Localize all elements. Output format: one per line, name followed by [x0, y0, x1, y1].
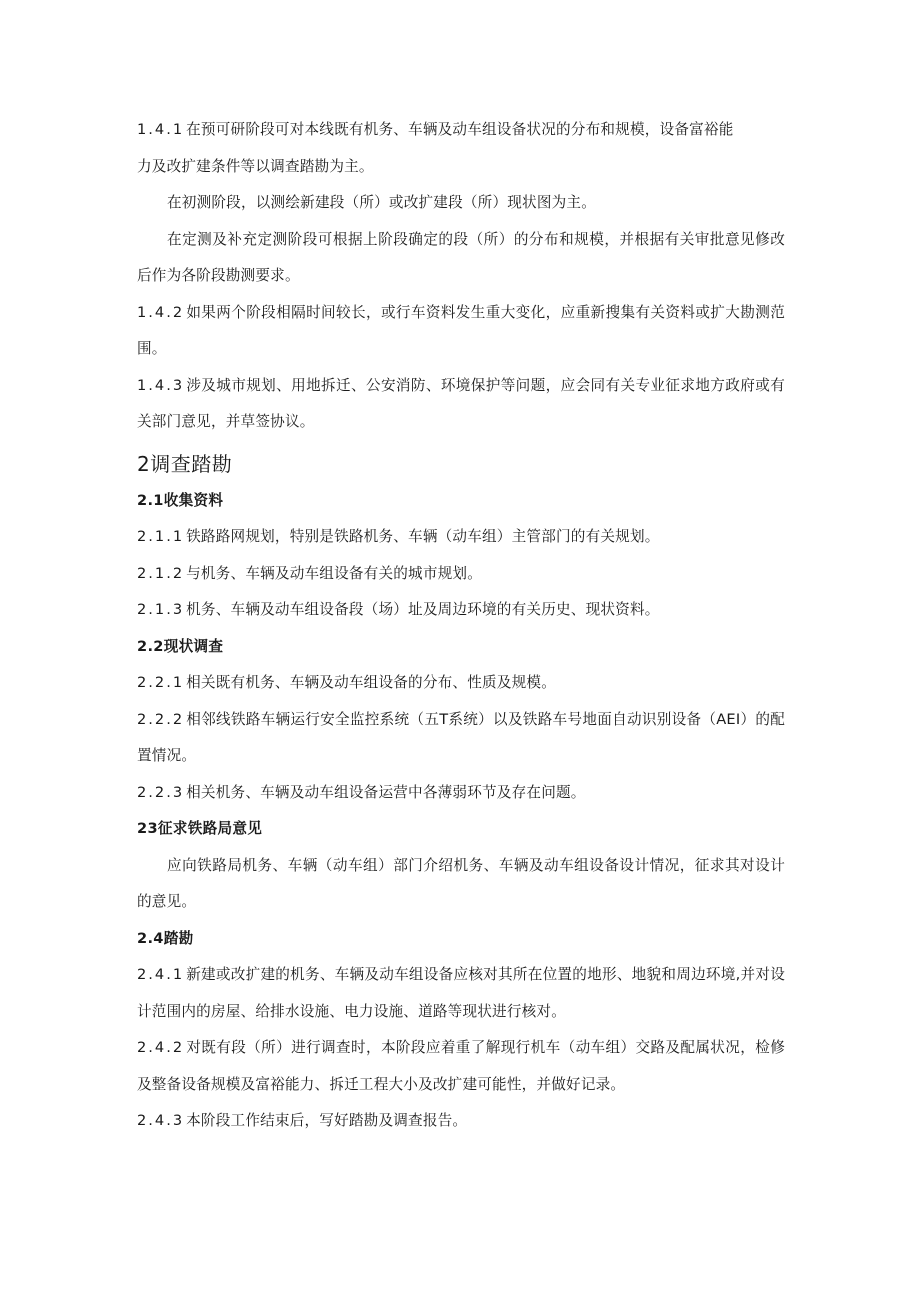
- subsection-heading-2-2: 2.2现状调查: [137, 637, 224, 655]
- clause-text: 铁路路网规划，特别是铁路机务、车辆（动车组）主管部门的有关规划。: [186, 528, 660, 545]
- paragraph-initial-survey: 在初测阶段，以测绘新建段（所）或改扩建段（所）现状图为主。: [167, 194, 597, 211]
- clause-number: 2.2.1: [137, 674, 185, 691]
- paragraph-railway-bureau-opinion: 应向铁路局机务、车辆（动车组）部门介绍机务、车辆及动车组设备设计情况，征求其对设计的意见。: [137, 856, 785, 910]
- clause-text: 相关既有机务、车辆及动车组设备的分布、性质及规模。: [186, 674, 556, 691]
- clause-number: 2.4.3: [137, 1112, 185, 1129]
- clause-text: 相关机务、车辆及动车组设备运营中各薄弱环节及存在问题。: [186, 783, 586, 801]
- clause-2-1-2: [137, 556, 785, 593]
- clause-number: 2.4.1: [137, 966, 185, 983]
- clause-2-2-3: [137, 775, 785, 812]
- clause-text: 相邻线铁路车辆运行安全监控系统（五T系统）以及铁路车号地面自动识别设备（AEI）的配置情况。: [137, 710, 785, 764]
- document-body: [137, 112, 785, 1140]
- clause-text: 与机务、车辆及动车组设备有关的城市规划。: [186, 564, 483, 582]
- clause-number: 1.4.1: [137, 121, 185, 138]
- clause-number: 2.1.1: [137, 528, 185, 545]
- clause-2-1-1: [137, 519, 785, 556]
- clause-number: 2.2.3: [137, 783, 185, 801]
- clause-2-4-3: [137, 1103, 785, 1140]
- clause-text: 对既有段（所）进行调查时，本阶段应着重了解现行机车（动车组）交路及配属状况，检修及整备设备规模及富裕能力、拆迁工程大小及改扩建可能性，并做好记录。: [137, 1039, 785, 1093]
- subsection-heading-2-3: 23征求铁路局意见: [137, 820, 263, 837]
- clause-number: 2.2.2: [137, 710, 185, 728]
- clause-text: 涉及城市规划、用地拆迁、公安消防、环境保护等问题，应会同有关专业征求地方政府或有关部门意见，并草签协议。: [137, 376, 785, 430]
- clause-2-2-2: [137, 702, 785, 775]
- clause-text: 机务、车辆及动车组设备段（场）址及周边环境的有关历史、现状资料。: [186, 601, 660, 618]
- clause-1-4-3: [137, 368, 785, 441]
- clause-number: 1.4.2: [137, 303, 185, 321]
- subsection-heading-2-4: 2.4踏勘: [137, 929, 194, 947]
- clause-text-continued: 力及改扩建条件等以调查踏勘为主。: [137, 157, 374, 175]
- clause-2-2-1: [137, 665, 785, 702]
- clause-number: 2.1.3: [137, 601, 185, 618]
- clause-text: 如果两个阶段相隔时间较长，或行车资料发生重大变化，应重新搜集有关资料或扩大勘测范围。: [137, 303, 785, 357]
- clause-1-4-1: [137, 112, 785, 185]
- clause-number: 2.4.2: [137, 1039, 185, 1056]
- section-heading-2: 2调查踏勘: [137, 451, 233, 476]
- clause-2-4-1: [137, 957, 785, 1030]
- clause-2-1-3: [137, 592, 785, 629]
- clause-number: 2.1.2: [137, 564, 185, 582]
- clause-text: 本阶段工作结束后，写好踏勘及调查报告。: [186, 1112, 468, 1129]
- subsection-heading-2-1: 2.1收集资料: [137, 491, 224, 509]
- clause-number: 1.4.3: [137, 376, 185, 394]
- clause-text: 在预可研阶段可对本线既有机务、车辆及动车组设备状况的分布和规模，设备富裕能: [186, 121, 734, 138]
- clause-1-4-2: [137, 295, 785, 368]
- paragraph-final-survey: 在定测及补充定测阶段可根据上阶段确定的段（所）的分布和规模，并根据有关审批意见修改后作为各阶段勘测要求。: [137, 230, 785, 284]
- clause-2-4-2: [137, 1030, 785, 1103]
- clause-text: 新建或改扩建的机务、车辆及动车组设备应核对其所在位置的地形、地貌和周边环境,并对设计范围内的房屋、给排水设施、电力设施、道路等现状进行核对。: [137, 966, 785, 1020]
